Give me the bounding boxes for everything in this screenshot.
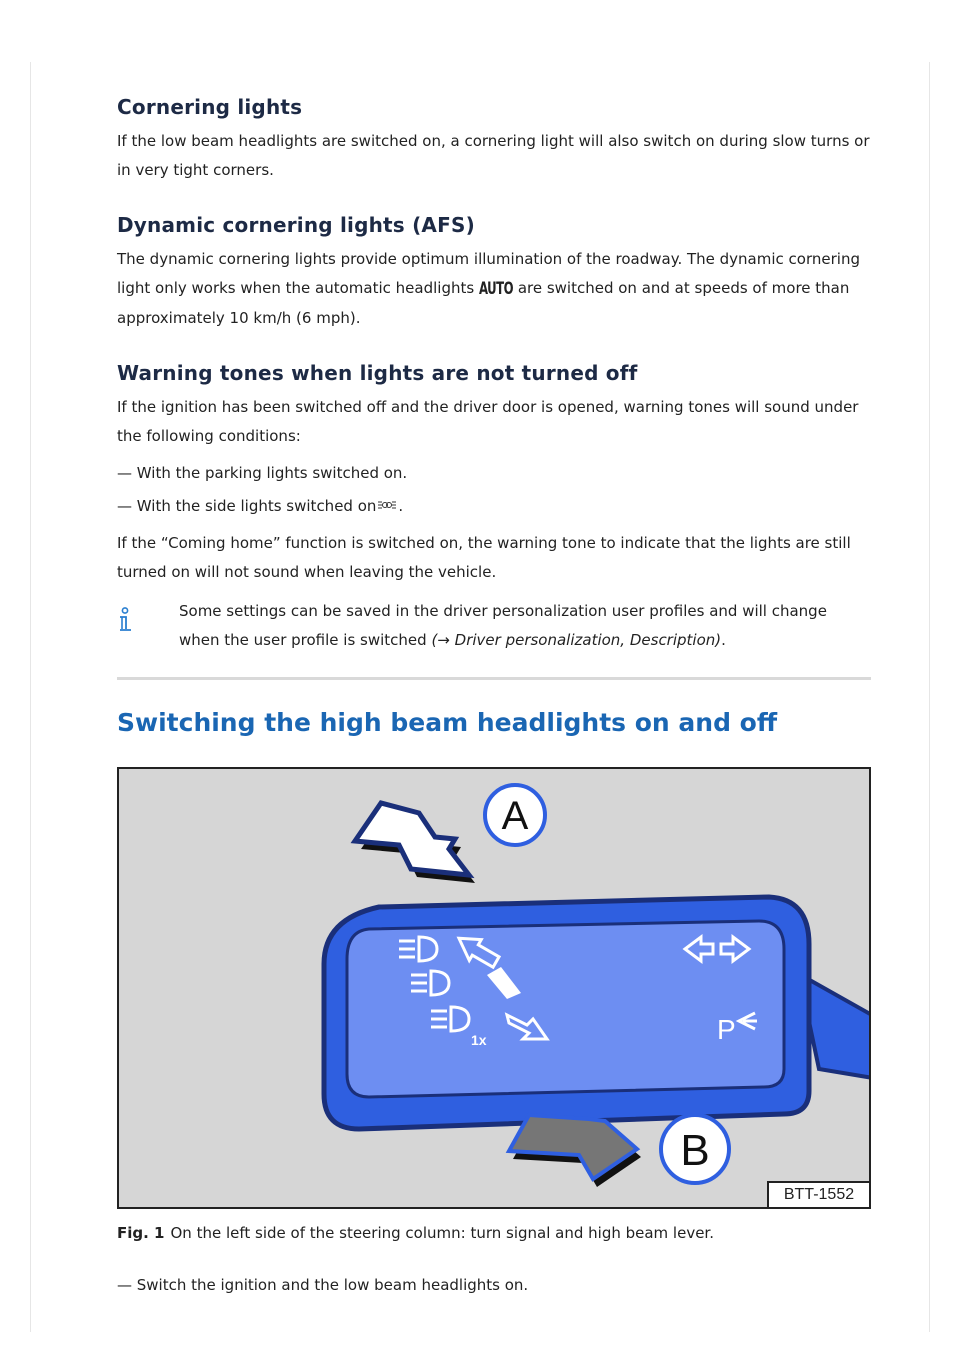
one-time-label: 1x [471, 1032, 487, 1048]
right-margin-line [929, 62, 930, 1332]
cornering-section [117, 95, 871, 185]
dynamic-body [117, 245, 871, 333]
dynamic-section [117, 213, 871, 333]
auto-headlight-symbol: AUTO [478, 279, 514, 300]
dynamic-title: Dynamic cornering lights (AFS) [117, 213, 475, 237]
info-note-end: . [721, 631, 726, 649]
bullet-side-lights [117, 492, 871, 521]
arrow-b-icon [509, 1115, 641, 1187]
figure-lever [117, 767, 871, 1209]
highbeam-title: Switching the high beam headlights on and off [117, 708, 778, 737]
bullet-parking-lights: — With the parking lights switched on. [117, 464, 408, 482]
dynamic-body-end: are switched on and at speeds of more than approximately 10 km/h (6 mph). [117, 279, 850, 327]
section-divider [117, 677, 871, 680]
parking-light-label: P [717, 1014, 736, 1045]
info-note-body: Some settings can be saved in the driver personalization user profiles and will change when the user profile is switched [179, 602, 827, 649]
figure-code: BTT-1552 [767, 1181, 869, 1207]
lever-face [347, 921, 784, 1097]
arrow-a-icon [355, 803, 475, 883]
side-light-icon [376, 492, 398, 521]
label-b-text: B [680, 1126, 710, 1175]
info-note-link[interactable]: (→ Driver personalization, Description) [431, 631, 722, 649]
label-a-text: A [501, 794, 529, 838]
bullet-side-lights-text: — With the side lights switched on [117, 497, 377, 515]
coming-home-text: If the “Coming home” function is switched on, the warning tone to indicate that the lights are still turned on will not sound when leaving the vehicle. [117, 534, 851, 581]
info-note [117, 597, 871, 655]
info-icon [117, 597, 179, 655]
figure-caption-label: Fig. 1 [117, 1224, 165, 1242]
bullet-side-lights-end: . [398, 497, 404, 515]
step-text: — Switch the ignition and the low beam headlights on. [117, 1276, 529, 1294]
dynamic-body-start: The dynamic cornering lights provide optimum illumination of the roadway. The dynamic cornering light only works when the automatic headlights [117, 250, 860, 297]
label-b-circle [661, 1115, 729, 1183]
figure-caption-text: On the left side of the steering column: turn signal and high beam lever. [170, 1224, 714, 1242]
info-note-text [179, 597, 871, 655]
label-a-circle [485, 785, 545, 845]
cornering-title: Cornering lights [117, 95, 303, 119]
page-content [117, 95, 871, 1308]
left-margin-line [30, 62, 31, 1332]
warning-section [117, 361, 871, 655]
figure-caption [117, 1221, 871, 1245]
warning-title: Warning tones when lights are not turned off [117, 361, 638, 385]
warning-body: If the ignition has been switched off and the driver door is opened, warning tones will sound under the following conditions: [117, 398, 859, 445]
lever-illustration [119, 769, 869, 1207]
cornering-body: If the low beam headlights are switched on, a cornering light will also switch on during slow turns or in very tight corners. [117, 132, 870, 179]
